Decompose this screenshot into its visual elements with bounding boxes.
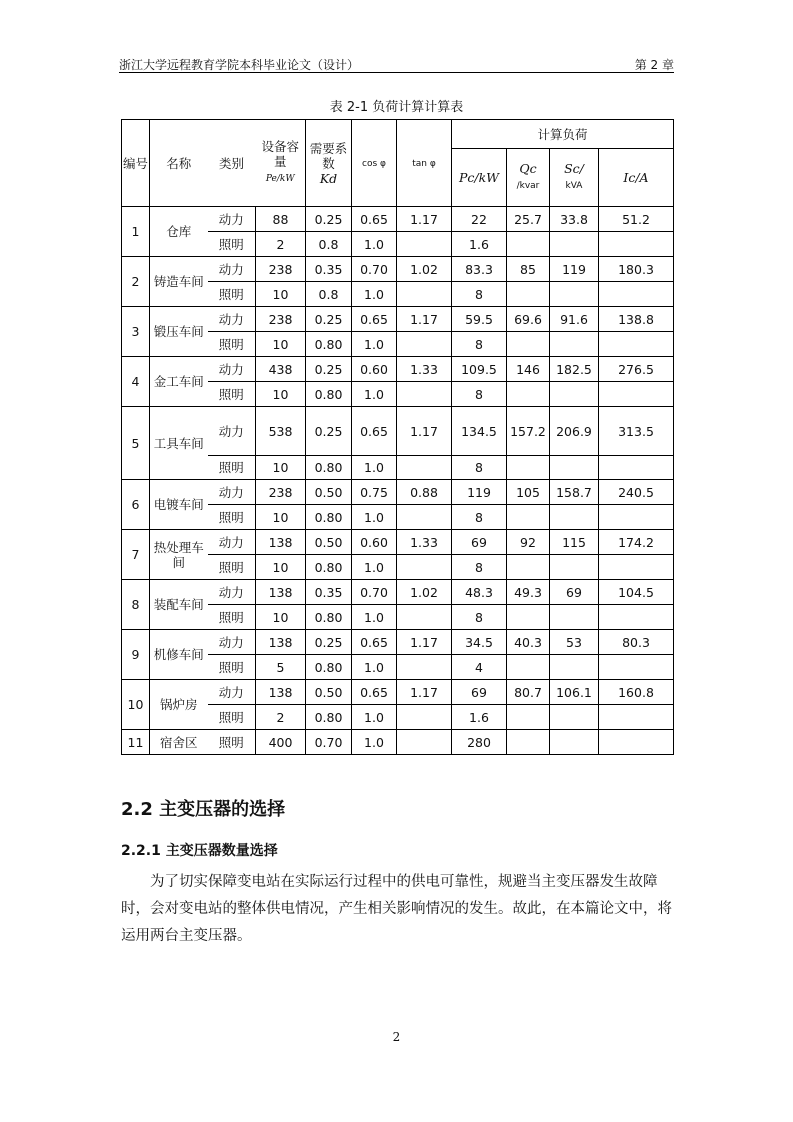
cell-type: 照明 bbox=[208, 655, 256, 680]
cell-ic: 174.2 bbox=[599, 530, 674, 555]
cell-pc: 8 bbox=[452, 555, 507, 580]
cell-cos: 0.65 bbox=[352, 307, 397, 332]
cell-cos: 0.65 bbox=[352, 207, 397, 232]
cell-name: 热处理车间 bbox=[150, 530, 208, 580]
cell-cos: 1.0 bbox=[352, 705, 397, 730]
cell-pe: 10 bbox=[256, 282, 306, 307]
cell-qc bbox=[507, 505, 550, 530]
cell-tan: 1.02 bbox=[397, 580, 452, 605]
cell-type: 照明 bbox=[208, 605, 256, 630]
cell-sc bbox=[550, 655, 599, 680]
cell-tan bbox=[397, 655, 452, 680]
cell-name: 金工车间 bbox=[150, 357, 208, 407]
cell-name: 电镀车间 bbox=[150, 480, 208, 530]
cell-sc: 91.6 bbox=[550, 307, 599, 332]
header-type: 类别 bbox=[208, 120, 256, 207]
cell-no: 10 bbox=[122, 680, 150, 730]
cell-cos: 1.0 bbox=[352, 382, 397, 407]
cell-name: 锻压车间 bbox=[150, 307, 208, 357]
cell-qc: 105 bbox=[507, 480, 550, 505]
cell-sc bbox=[550, 282, 599, 307]
cell-pe: 400 bbox=[256, 730, 306, 755]
section-heading: 2.2 主变压器的选择 bbox=[121, 799, 286, 820]
cell-pc: 134.5 bbox=[452, 407, 507, 456]
table-row bbox=[122, 630, 674, 655]
cell-cos: 0.65 bbox=[352, 630, 397, 655]
cell-cos: 0.70 bbox=[352, 257, 397, 282]
cell-name: 仓库 bbox=[150, 207, 208, 257]
cell-pe: 5 bbox=[256, 655, 306, 680]
cell-no: 8 bbox=[122, 580, 150, 630]
cell-pc: 8 bbox=[452, 605, 507, 630]
load-calculation-table bbox=[121, 119, 674, 755]
cell-no: 5 bbox=[122, 407, 150, 480]
cell-sc: 158.7 bbox=[550, 480, 599, 505]
cell-type: 照明 bbox=[208, 705, 256, 730]
cell-cos: 1.0 bbox=[352, 282, 397, 307]
cell-kd: 0.80 bbox=[306, 456, 352, 480]
table-row bbox=[122, 407, 674, 456]
cell-qc: 69.6 bbox=[507, 307, 550, 332]
cell-ic bbox=[599, 282, 674, 307]
cell-tan: 0.88 bbox=[397, 480, 452, 505]
cell-tan: 1.17 bbox=[397, 630, 452, 655]
cell-tan bbox=[397, 232, 452, 257]
cell-ic bbox=[599, 382, 674, 407]
cell-cos: 1.0 bbox=[352, 232, 397, 257]
cell-pc: 119 bbox=[452, 480, 507, 505]
cell-name: 装配车间 bbox=[150, 580, 208, 630]
cell-sc bbox=[550, 456, 599, 480]
cell-type: 照明 bbox=[208, 232, 256, 257]
cell-name: 工具车间 bbox=[150, 407, 208, 480]
cell-qc bbox=[507, 555, 550, 580]
cell-ic: 80.3 bbox=[599, 630, 674, 655]
cell-no: 2 bbox=[122, 257, 150, 307]
cell-type: 动力 bbox=[208, 480, 256, 505]
cell-tan bbox=[397, 382, 452, 407]
cell-tan: 1.17 bbox=[397, 680, 452, 705]
subsection-heading: 2.2.1 主变压器数量选择 bbox=[121, 843, 278, 859]
cell-cos: 1.0 bbox=[352, 505, 397, 530]
cell-type: 照明 bbox=[208, 332, 256, 357]
cell-no: 6 bbox=[122, 480, 150, 530]
cell-ic bbox=[599, 232, 674, 257]
table-row bbox=[122, 530, 674, 555]
cell-pc: 1.6 bbox=[452, 705, 507, 730]
cell-pc: 69 bbox=[452, 530, 507, 555]
cell-no: 9 bbox=[122, 630, 150, 680]
cell-sc bbox=[550, 555, 599, 580]
cell-cos: 1.0 bbox=[352, 605, 397, 630]
cell-pc: 22 bbox=[452, 207, 507, 232]
cell-pe: 10 bbox=[256, 505, 306, 530]
cell-tan bbox=[397, 730, 452, 755]
cell-no: 7 bbox=[122, 530, 150, 580]
header-sc: Sc/ kVA bbox=[550, 149, 599, 207]
cell-pe: 138 bbox=[256, 680, 306, 705]
cell-kd: 0.80 bbox=[306, 605, 352, 630]
cell-cos: 1.0 bbox=[352, 555, 397, 580]
cell-sc: 182.5 bbox=[550, 357, 599, 382]
cell-cos: 0.70 bbox=[352, 580, 397, 605]
cell-kd: 0.35 bbox=[306, 257, 352, 282]
cell-qc: 92 bbox=[507, 530, 550, 555]
cell-sc bbox=[550, 332, 599, 357]
cell-ic: 51.2 bbox=[599, 207, 674, 232]
cell-ic: 313.5 bbox=[599, 407, 674, 456]
cell-pe: 10 bbox=[256, 605, 306, 630]
cell-qc: 49.3 bbox=[507, 580, 550, 605]
cell-ic: 160.8 bbox=[599, 680, 674, 705]
cell-pe: 138 bbox=[256, 530, 306, 555]
cell-kd: 0.50 bbox=[306, 480, 352, 505]
cell-kd: 0.70 bbox=[306, 730, 352, 755]
cell-ic: 180.3 bbox=[599, 257, 674, 282]
cell-qc bbox=[507, 655, 550, 680]
header-qc: Qc /kvar bbox=[507, 149, 550, 207]
cell-cos: 0.65 bbox=[352, 680, 397, 705]
cell-tan bbox=[397, 705, 452, 730]
cell-pe: 2 bbox=[256, 232, 306, 257]
cell-tan: 1.33 bbox=[397, 530, 452, 555]
cell-tan: 1.02 bbox=[397, 257, 452, 282]
header-right: 第 2 章 bbox=[634, 58, 674, 72]
cell-type: 动力 bbox=[208, 257, 256, 282]
cell-kd: 0.80 bbox=[306, 382, 352, 407]
page-header bbox=[119, 50, 674, 73]
cell-type: 动力 bbox=[208, 580, 256, 605]
cell-name: 宿舍区 bbox=[150, 730, 208, 755]
cell-pc: 280 bbox=[452, 730, 507, 755]
cell-pe: 138 bbox=[256, 630, 306, 655]
cell-sc bbox=[550, 232, 599, 257]
cell-sc: 119 bbox=[550, 257, 599, 282]
cell-sc: 33.8 bbox=[550, 207, 599, 232]
cell-qc: 25.7 bbox=[507, 207, 550, 232]
cell-kd: 0.80 bbox=[306, 555, 352, 580]
header-cos: cos φ bbox=[352, 120, 397, 207]
cell-cos: 0.60 bbox=[352, 357, 397, 382]
cell-pc: 59.5 bbox=[452, 307, 507, 332]
cell-kd: 0.25 bbox=[306, 407, 352, 456]
cell-tan bbox=[397, 505, 452, 530]
cell-type: 照明 bbox=[208, 555, 256, 580]
page-number: 2 bbox=[392, 1030, 401, 1044]
cell-ic bbox=[599, 730, 674, 755]
cell-pc: 109.5 bbox=[452, 357, 507, 382]
cell-ic: 104.5 bbox=[599, 580, 674, 605]
cell-pe: 10 bbox=[256, 382, 306, 407]
cell-pc: 83.3 bbox=[452, 257, 507, 282]
cell-kd: 0.80 bbox=[306, 332, 352, 357]
cell-type: 照明 bbox=[208, 505, 256, 530]
cell-sc: 69 bbox=[550, 580, 599, 605]
cell-qc bbox=[507, 456, 550, 480]
cell-type: 照明 bbox=[208, 382, 256, 407]
cell-sc bbox=[550, 505, 599, 530]
header-name: 名称 bbox=[150, 120, 208, 207]
cell-qc: 146 bbox=[507, 357, 550, 382]
cell-name: 机修车间 bbox=[150, 630, 208, 680]
cell-type: 动力 bbox=[208, 530, 256, 555]
cell-pe: 238 bbox=[256, 307, 306, 332]
table-row bbox=[122, 680, 674, 705]
cell-kd: 0.25 bbox=[306, 207, 352, 232]
table-row bbox=[122, 257, 674, 282]
cell-tan: 1.33 bbox=[397, 357, 452, 382]
cell-qc bbox=[507, 382, 550, 407]
cell-pc: 48.3 bbox=[452, 580, 507, 605]
cell-kd: 0.8 bbox=[306, 282, 352, 307]
cell-no: 11 bbox=[122, 730, 150, 755]
header-no: 编号 bbox=[122, 120, 150, 207]
table-row bbox=[122, 480, 674, 505]
cell-cos: 0.75 bbox=[352, 480, 397, 505]
cell-no: 1 bbox=[122, 207, 150, 257]
cell-tan bbox=[397, 282, 452, 307]
cell-ic bbox=[599, 555, 674, 580]
cell-ic bbox=[599, 705, 674, 730]
cell-qc: 157.2 bbox=[507, 407, 550, 456]
cell-kd: 0.8 bbox=[306, 232, 352, 257]
body-paragraph: 为了切实保障变电站在实际运行过程中的供电可靠性，规避当主变压器发生故障时，会对变电站的整体供电情况，产生相关影响情况的发生。故此，在本篇论文中，将运用两台主变压器。 bbox=[121, 874, 672, 944]
cell-type: 照明 bbox=[208, 282, 256, 307]
cell-type: 照明 bbox=[208, 456, 256, 480]
header-calc: 计算负荷 bbox=[452, 120, 674, 149]
cell-pc: 34.5 bbox=[452, 630, 507, 655]
cell-pe: 10 bbox=[256, 456, 306, 480]
cell-ic bbox=[599, 332, 674, 357]
cell-pc: 4 bbox=[452, 655, 507, 680]
table-row bbox=[122, 580, 674, 605]
table-row bbox=[122, 730, 674, 755]
cell-pe: 238 bbox=[256, 257, 306, 282]
cell-pc: 8 bbox=[452, 282, 507, 307]
header-capacity: 设备容量 Pe/kW bbox=[256, 120, 306, 207]
cell-sc bbox=[550, 382, 599, 407]
table-row bbox=[122, 357, 674, 382]
cell-tan bbox=[397, 555, 452, 580]
cell-kd: 0.35 bbox=[306, 580, 352, 605]
cell-sc: 53 bbox=[550, 630, 599, 655]
cell-tan bbox=[397, 332, 452, 357]
cell-no: 4 bbox=[122, 357, 150, 407]
cell-pe: 88 bbox=[256, 207, 306, 232]
cell-kd: 0.25 bbox=[306, 630, 352, 655]
cell-type: 动力 bbox=[208, 680, 256, 705]
cell-qc: 40.3 bbox=[507, 630, 550, 655]
cell-name: 锅炉房 bbox=[150, 680, 208, 730]
cell-pc: 1.6 bbox=[452, 232, 507, 257]
cell-qc bbox=[507, 282, 550, 307]
cell-kd: 0.50 bbox=[306, 680, 352, 705]
cell-type: 动力 bbox=[208, 357, 256, 382]
header-left: 浙江大学远程教育学院本科毕业论文（设计） bbox=[119, 58, 360, 72]
cell-pe: 10 bbox=[256, 555, 306, 580]
header-demand: 需要系数 Kd bbox=[306, 120, 352, 207]
cell-no: 3 bbox=[122, 307, 150, 357]
cell-ic: 240.5 bbox=[599, 480, 674, 505]
cell-pc: 8 bbox=[452, 332, 507, 357]
cell-sc bbox=[550, 730, 599, 755]
cell-pc: 8 bbox=[452, 505, 507, 530]
cell-sc bbox=[550, 605, 599, 630]
cell-qc bbox=[507, 705, 550, 730]
cell-kd: 0.80 bbox=[306, 505, 352, 530]
cell-pe: 2 bbox=[256, 705, 306, 730]
cell-qc: 80.7 bbox=[507, 680, 550, 705]
cell-type: 动力 bbox=[208, 307, 256, 332]
cell-pe: 238 bbox=[256, 480, 306, 505]
cell-kd: 0.80 bbox=[306, 705, 352, 730]
cell-ic: 276.5 bbox=[599, 357, 674, 382]
cell-kd: 0.25 bbox=[306, 307, 352, 332]
cell-tan: 1.17 bbox=[397, 207, 452, 232]
cell-pe: 10 bbox=[256, 332, 306, 357]
cell-cos: 1.0 bbox=[352, 655, 397, 680]
cell-sc: 106.1 bbox=[550, 680, 599, 705]
cell-ic bbox=[599, 505, 674, 530]
cell-ic bbox=[599, 456, 674, 480]
cell-sc: 115 bbox=[550, 530, 599, 555]
cell-pc: 8 bbox=[452, 456, 507, 480]
cell-type: 动力 bbox=[208, 407, 256, 456]
cell-ic bbox=[599, 605, 674, 630]
cell-qc bbox=[507, 232, 550, 257]
cell-kd: 0.25 bbox=[306, 357, 352, 382]
cell-sc bbox=[550, 705, 599, 730]
cell-qc bbox=[507, 332, 550, 357]
cell-pc: 8 bbox=[452, 382, 507, 407]
cell-ic bbox=[599, 655, 674, 680]
cell-ic: 138.8 bbox=[599, 307, 674, 332]
cell-cos: 0.60 bbox=[352, 530, 397, 555]
header-tan: tan φ bbox=[397, 120, 452, 207]
cell-kd: 0.80 bbox=[306, 655, 352, 680]
table-caption: 表 2-1 负荷计算计算表 bbox=[329, 100, 464, 115]
cell-qc bbox=[507, 605, 550, 630]
cell-sc: 206.9 bbox=[550, 407, 599, 456]
cell-tan: 1.17 bbox=[397, 307, 452, 332]
cell-pe: 438 bbox=[256, 357, 306, 382]
cell-tan bbox=[397, 605, 452, 630]
cell-cos: 1.0 bbox=[352, 456, 397, 480]
cell-cos: 1.0 bbox=[352, 332, 397, 357]
cell-pe: 138 bbox=[256, 580, 306, 605]
cell-pc: 69 bbox=[452, 680, 507, 705]
cell-pe: 538 bbox=[256, 407, 306, 456]
cell-kd: 0.50 bbox=[306, 530, 352, 555]
cell-cos: 0.65 bbox=[352, 407, 397, 456]
table-row bbox=[122, 207, 674, 232]
cell-tan bbox=[397, 456, 452, 480]
cell-type: 动力 bbox=[208, 630, 256, 655]
cell-name: 铸造车间 bbox=[150, 257, 208, 307]
cell-qc bbox=[507, 730, 550, 755]
cell-type: 照明 bbox=[208, 730, 256, 755]
cell-tan: 1.17 bbox=[397, 407, 452, 456]
header-pc: Pc/kW bbox=[452, 149, 507, 207]
table-row bbox=[122, 307, 674, 332]
cell-qc: 85 bbox=[507, 257, 550, 282]
cell-cos: 1.0 bbox=[352, 730, 397, 755]
cell-type: 动力 bbox=[208, 207, 256, 232]
header-ic: Ic/A bbox=[599, 149, 674, 207]
